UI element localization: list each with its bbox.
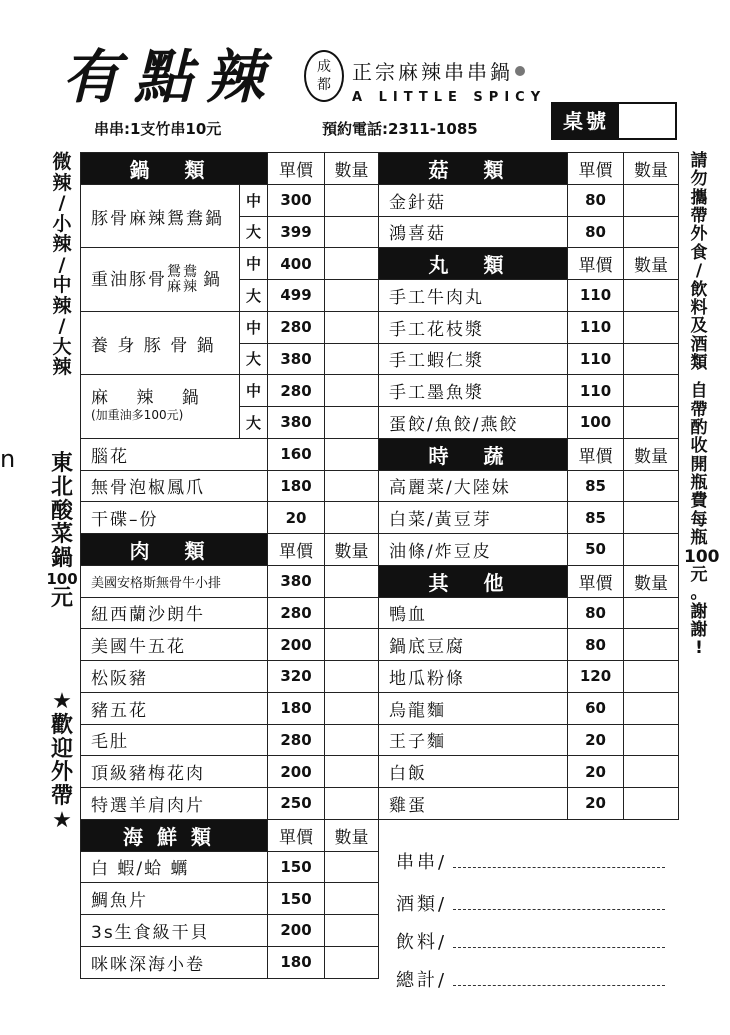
price-column-header: 單價 — [568, 153, 624, 185]
price-cell: 20 — [568, 756, 624, 788]
quantity-cell[interactable] — [624, 756, 679, 788]
price-cell: 400 — [268, 248, 325, 280]
side-char: 開 — [690, 454, 708, 475]
stray-character: n — [0, 445, 16, 473]
category-header: 丸 類 — [379, 248, 568, 280]
item-name-text: 麻 辣 鍋 — [91, 388, 201, 408]
side-char: 謝 — [690, 601, 708, 622]
side-char: 每 — [690, 509, 708, 530]
table-row — [81, 470, 679, 502]
outside-food-notice — [684, 151, 720, 659]
quantity-cell[interactable] — [325, 756, 379, 788]
side-char: ! — [695, 638, 703, 659]
price-cell: 280 — [268, 311, 325, 343]
table-number-label: 桌號 — [553, 104, 619, 138]
item-name-text: 頂級豬梅花肉 — [91, 764, 205, 785]
side-char: 辣 — [52, 294, 72, 317]
size-label: 大 — [240, 280, 268, 312]
table-row — [81, 184, 679, 216]
size-label: 中 — [240, 311, 268, 343]
side-char: 酸 — [50, 498, 73, 524]
menu-item-name: 烏龍麵 — [379, 692, 568, 724]
item-name-text: 咪咪深海小卷 — [91, 954, 205, 975]
qty-column-header: 數量 — [325, 819, 379, 851]
side-char: 100 — [46, 569, 78, 588]
price-cell: 50 — [568, 534, 624, 566]
table-row — [81, 153, 679, 185]
menu-item-name — [81, 692, 268, 724]
quantity-cell[interactable] — [325, 343, 379, 375]
price-cell: 150 — [268, 851, 325, 883]
price-cell: 80 — [568, 216, 624, 248]
menu-item-name — [81, 248, 240, 312]
price-column-header: 單價 — [568, 565, 624, 597]
category-header: 菇 類 — [379, 153, 568, 185]
price-column-header: 單價 — [268, 534, 325, 566]
side-char: 自 — [690, 381, 708, 402]
spice-level-note — [49, 152, 75, 378]
quantity-cell[interactable] — [325, 629, 379, 661]
side-char: 辣 — [52, 356, 72, 379]
table-row — [81, 502, 679, 534]
price-cell: 200 — [268, 756, 325, 788]
logo-text: 有點辣 — [62, 43, 279, 111]
table-row — [81, 661, 679, 693]
side-char: 酌 — [690, 418, 708, 439]
menu-item-name: 雞蛋 — [379, 788, 568, 820]
item-name-part: 重油豚骨 — [91, 269, 167, 290]
quantity-cell[interactable] — [325, 280, 379, 312]
side-char: 料 — [690, 297, 708, 318]
quantity-cell[interactable] — [325, 184, 379, 216]
price-column-header: 單價 — [268, 819, 325, 851]
item-name-part: 鍋 — [203, 269, 222, 290]
tagline-english: A LITTLE SPICY — [352, 90, 547, 105]
quantity-cell[interactable] — [325, 692, 379, 724]
reservation-phone: 預約電話:2311-1085 — [322, 120, 478, 138]
menu-item-name: 鴻喜菇 — [379, 216, 568, 248]
item-name-text: 養 身 豚 骨 鍋 — [91, 335, 216, 356]
size-label: 中 — [240, 184, 268, 216]
quantity-cell[interactable] — [325, 248, 379, 280]
quantity-cell[interactable] — [624, 343, 679, 375]
quantity-cell[interactable] — [325, 724, 379, 756]
table-number-box[interactable] — [551, 102, 677, 140]
side-char: / — [58, 192, 66, 215]
price-cell: 20 — [568, 788, 624, 820]
side-char: 帶 — [690, 206, 708, 227]
side-char: 外 — [690, 224, 708, 245]
side-char: ★ — [52, 807, 72, 833]
qty-column-header: 數量 — [624, 438, 679, 470]
category-header: 鍋 類 — [81, 153, 268, 185]
menu-item-name: 王子麵 — [379, 724, 568, 756]
table-row — [81, 819, 679, 851]
summary-row-alcohol[interactable] — [396, 890, 665, 916]
price-cell: 280 — [268, 375, 325, 407]
item-name-text: 豚骨麻辣鴛鴦鍋 — [91, 208, 224, 229]
price-cell: 100 — [568, 407, 624, 439]
write-in-line — [453, 855, 665, 868]
side-char: 。 — [690, 583, 708, 604]
price-cell: 200 — [268, 915, 325, 947]
quantity-cell[interactable] — [624, 534, 679, 566]
write-in-line — [453, 897, 665, 910]
menu-item-name — [81, 788, 268, 820]
item-name-sub: (加重油多100元) — [91, 408, 184, 422]
qty-column-header: 數量 — [624, 248, 679, 280]
quantity-cell[interactable] — [624, 216, 679, 248]
price-cell: 280 — [268, 597, 325, 629]
price-cell: 80 — [568, 184, 624, 216]
table-row — [81, 597, 679, 629]
quantity-cell[interactable] — [325, 407, 379, 439]
menu-item-name — [81, 629, 268, 661]
decorative-dot-icon — [515, 66, 525, 76]
price-cell: 180 — [268, 946, 325, 978]
skewer-price-note: 串串:1支竹串10元 — [94, 120, 222, 138]
price-cell: 20 — [268, 502, 325, 534]
price-cell: 80 — [568, 629, 624, 661]
quantity-cell[interactable] — [624, 375, 679, 407]
seal-char: 都 — [317, 77, 331, 93]
item-name-text: 特選羊肩肉片 — [91, 795, 205, 816]
item-name-text: 無骨泡椒鳳爪 — [91, 478, 205, 499]
item-name-text: 3s生食級干貝 — [91, 922, 210, 943]
table-row — [81, 248, 679, 280]
price-cell: 200 — [268, 629, 325, 661]
quantity-cell[interactable] — [624, 280, 679, 312]
side-char: / — [695, 261, 703, 282]
side-char: 迎 — [50, 736, 73, 762]
menu-item-name: 手工牛肉丸 — [379, 280, 568, 312]
menu-item-name — [81, 375, 240, 439]
menu-item-name — [81, 311, 240, 375]
table-row — [81, 565, 679, 597]
menu-item-name — [81, 724, 268, 756]
price-cell: 110 — [568, 343, 624, 375]
price-cell: 85 — [568, 502, 624, 534]
price-cell: 85 — [568, 470, 624, 502]
write-in-line — [453, 935, 665, 948]
qty-column-header: 數量 — [325, 534, 379, 566]
side-char: 攜 — [690, 187, 708, 208]
price-column-header: 單價 — [568, 438, 624, 470]
price-cell: 380 — [268, 407, 325, 439]
qty-column-header: 數量 — [624, 565, 679, 597]
quantity-cell[interactable] — [624, 661, 679, 693]
sauerkraut-pot-note — [45, 452, 79, 611]
side-char: 類 — [690, 352, 708, 373]
item-name-part: 麻辣 — [167, 278, 199, 295]
menu-item-name: 鴨血 — [379, 597, 568, 629]
side-char: 元 — [690, 564, 708, 585]
menu-item-name — [81, 915, 268, 947]
category-header: 海鮮類 — [81, 819, 268, 851]
side-char: 飲 — [690, 279, 708, 300]
summary-label: 串串/ — [396, 852, 448, 873]
side-char: 及 — [690, 316, 708, 337]
item-name-part: 鴛鴦 — [167, 263, 199, 280]
item-name-text: 美國牛五花 — [91, 637, 186, 658]
category-header: 時 蔬 — [379, 438, 568, 470]
price-cell: 380 — [268, 565, 325, 597]
menu-item-name — [81, 597, 268, 629]
summary-row-drinks[interactable] — [396, 928, 665, 954]
price-cell: 120 — [568, 661, 624, 693]
tagline-chinese: 正宗麻辣串串鍋 — [352, 60, 513, 84]
quantity-cell[interactable] — [325, 915, 379, 947]
side-char: 帶 — [50, 784, 73, 809]
side-char: 辣 — [52, 233, 72, 256]
side-char: ★ — [52, 689, 72, 714]
table-row — [81, 756, 679, 788]
menu-item-name: 高麗菜/大陸妹 — [379, 470, 568, 502]
seal-char: 成 — [317, 59, 331, 75]
menu-item-name: 油條/炸豆皮 — [379, 534, 568, 566]
quantity-cell[interactable] — [624, 311, 679, 343]
menu-item-name — [81, 470, 268, 502]
price-cell: 180 — [268, 692, 325, 724]
item-name-text: 干碟–份 — [91, 510, 159, 531]
side-char: 食 — [690, 242, 708, 263]
quantity-cell[interactable] — [325, 883, 379, 915]
menu-item-name — [81, 851, 268, 883]
price-cell: 80 — [568, 597, 624, 629]
menu-item-name — [81, 184, 240, 248]
side-char: 北 — [50, 474, 73, 500]
side-char: 東 — [50, 451, 73, 476]
item-name-stack — [167, 265, 199, 295]
price-cell: 380 — [268, 343, 325, 375]
menu-item-name: 鍋底豆腐 — [379, 629, 568, 661]
qty-column-header: 數量 — [624, 153, 679, 185]
quantity-cell[interactable] — [624, 629, 679, 661]
side-char: 費 — [690, 491, 708, 512]
menu-item-name — [81, 438, 268, 470]
menu-item-name: 手工墨魚漿 — [379, 375, 568, 407]
quantity-cell[interactable] — [325, 502, 379, 534]
side-char: 酒 — [690, 334, 708, 355]
quantity-cell[interactable] — [624, 470, 679, 502]
side-char: 謝 — [690, 619, 708, 640]
price-cell: 320 — [268, 661, 325, 693]
quantity-cell[interactable] — [624, 407, 679, 439]
quantity-cell[interactable] — [325, 661, 379, 693]
quantity-cell[interactable] — [325, 565, 379, 597]
side-char: 瓶 — [690, 473, 708, 494]
menu-item-name — [81, 756, 268, 788]
item-name-text: 松阪豬 — [91, 668, 148, 689]
size-label: 中 — [240, 248, 268, 280]
price-cell: 160 — [268, 438, 325, 470]
menu-item-name: 金針菇 — [379, 184, 568, 216]
item-name-text: 白 蝦/蛤 蠣 — [91, 859, 190, 880]
qty-column-header: 數量 — [325, 153, 379, 185]
quantity-cell[interactable] — [624, 597, 679, 629]
menu-item-name: 手工蝦仁漿 — [379, 343, 568, 375]
item-name-text: 美國安格斯無骨牛小排 — [91, 575, 222, 591]
side-char: 勿 — [690, 169, 708, 190]
size-label: 大 — [240, 216, 268, 248]
quantity-cell[interactable] — [624, 788, 679, 820]
empty-cell — [379, 819, 679, 851]
side-char: 鍋 — [50, 546, 73, 571]
side-char: 辣 — [52, 171, 72, 194]
summary-row-skewers[interactable] — [396, 848, 665, 874]
price-cell: 399 — [268, 216, 325, 248]
size-label: 大 — [240, 343, 268, 375]
menu-item-name — [81, 565, 268, 597]
side-char: 中 — [52, 274, 72, 297]
table-row — [81, 438, 679, 470]
summary-label: 酒類/ — [396, 894, 448, 915]
summary-label: 飲料/ — [396, 932, 448, 953]
quantity-cell[interactable] — [624, 724, 679, 756]
item-name-text: 腦花 — [91, 446, 129, 467]
price-cell: 110 — [568, 280, 624, 312]
price-cell: 180 — [268, 470, 325, 502]
price-cell: 150 — [268, 883, 325, 915]
quantity-cell[interactable] — [325, 438, 379, 470]
side-char: / — [58, 253, 66, 276]
price-cell: 110 — [568, 311, 624, 343]
price-cell: 60 — [568, 692, 624, 724]
side-char: 收 — [690, 436, 708, 457]
item-name-text: 鯛魚片 — [91, 891, 148, 912]
side-char: 請 — [690, 151, 708, 171]
write-in-line — [453, 973, 665, 986]
quantity-cell[interactable] — [325, 311, 379, 343]
size-label: 大 — [240, 407, 268, 439]
quantity-cell[interactable] — [624, 502, 679, 534]
side-char: 外 — [50, 760, 73, 786]
quantity-cell[interactable] — [325, 375, 379, 407]
table-row — [81, 629, 679, 661]
side-char: 小 — [52, 212, 72, 235]
table-row — [81, 724, 679, 756]
item-name-text: 紐西蘭沙朗牛 — [91, 605, 205, 626]
takeout-welcome-note — [45, 690, 79, 833]
table-row — [81, 534, 679, 566]
menu-item-name — [81, 946, 268, 978]
quantity-cell[interactable] — [325, 788, 379, 820]
menu-item-name: 白飯 — [379, 756, 568, 788]
item-name-text: 毛肚 — [91, 732, 129, 753]
price-cell: 300 — [268, 184, 325, 216]
category-header: 肉 類 — [81, 534, 268, 566]
table-row — [81, 788, 679, 820]
menu-item-name — [81, 502, 268, 534]
table-row — [81, 311, 679, 343]
price-cell: 499 — [268, 280, 325, 312]
side-char: 大 — [52, 335, 72, 358]
menu-item-name: 地瓜粉條 — [379, 661, 568, 693]
side-char: 元 — [50, 585, 73, 611]
menu-item-name — [81, 883, 268, 915]
menu-item-name: 手工花枝漿 — [379, 311, 568, 343]
price-cell: 20 — [568, 724, 624, 756]
price-cell: 280 — [268, 724, 325, 756]
price-column-header: 單價 — [568, 248, 624, 280]
summary-row-total[interactable] — [396, 966, 665, 992]
quantity-cell[interactable] — [325, 470, 379, 502]
category-header: 其 他 — [379, 565, 568, 597]
menu-item-name: 蛋餃/魚餃/燕餃 — [379, 407, 568, 439]
quantity-cell[interactable] — [325, 851, 379, 883]
side-char: 菜 — [50, 522, 73, 548]
price-cell: 250 — [268, 788, 325, 820]
size-label: 中 — [240, 375, 268, 407]
quantity-cell[interactable] — [624, 692, 679, 724]
menu-item-name: 白菜/黃豆芽 — [379, 502, 568, 534]
side-char: / — [58, 315, 66, 338]
table-row — [81, 375, 679, 407]
summary-label: 總計/ — [396, 970, 448, 991]
quantity-cell[interactable] — [325, 216, 379, 248]
quantity-cell[interactable] — [624, 184, 679, 216]
item-name-text: 豬五花 — [91, 700, 148, 721]
seal-stamp — [304, 50, 344, 102]
price-cell: 110 — [568, 375, 624, 407]
side-char: 帶 — [690, 399, 708, 420]
table-row — [81, 692, 679, 724]
side-char: 100 — [684, 546, 720, 567]
quantity-cell[interactable] — [325, 946, 379, 978]
side-char: 歡 — [50, 712, 73, 738]
price-column-header: 單價 — [268, 153, 325, 185]
quantity-cell[interactable] — [325, 597, 379, 629]
menu-item-name — [81, 661, 268, 693]
side-char: 微 — [52, 151, 72, 173]
side-char: 瓶 — [690, 528, 708, 549]
